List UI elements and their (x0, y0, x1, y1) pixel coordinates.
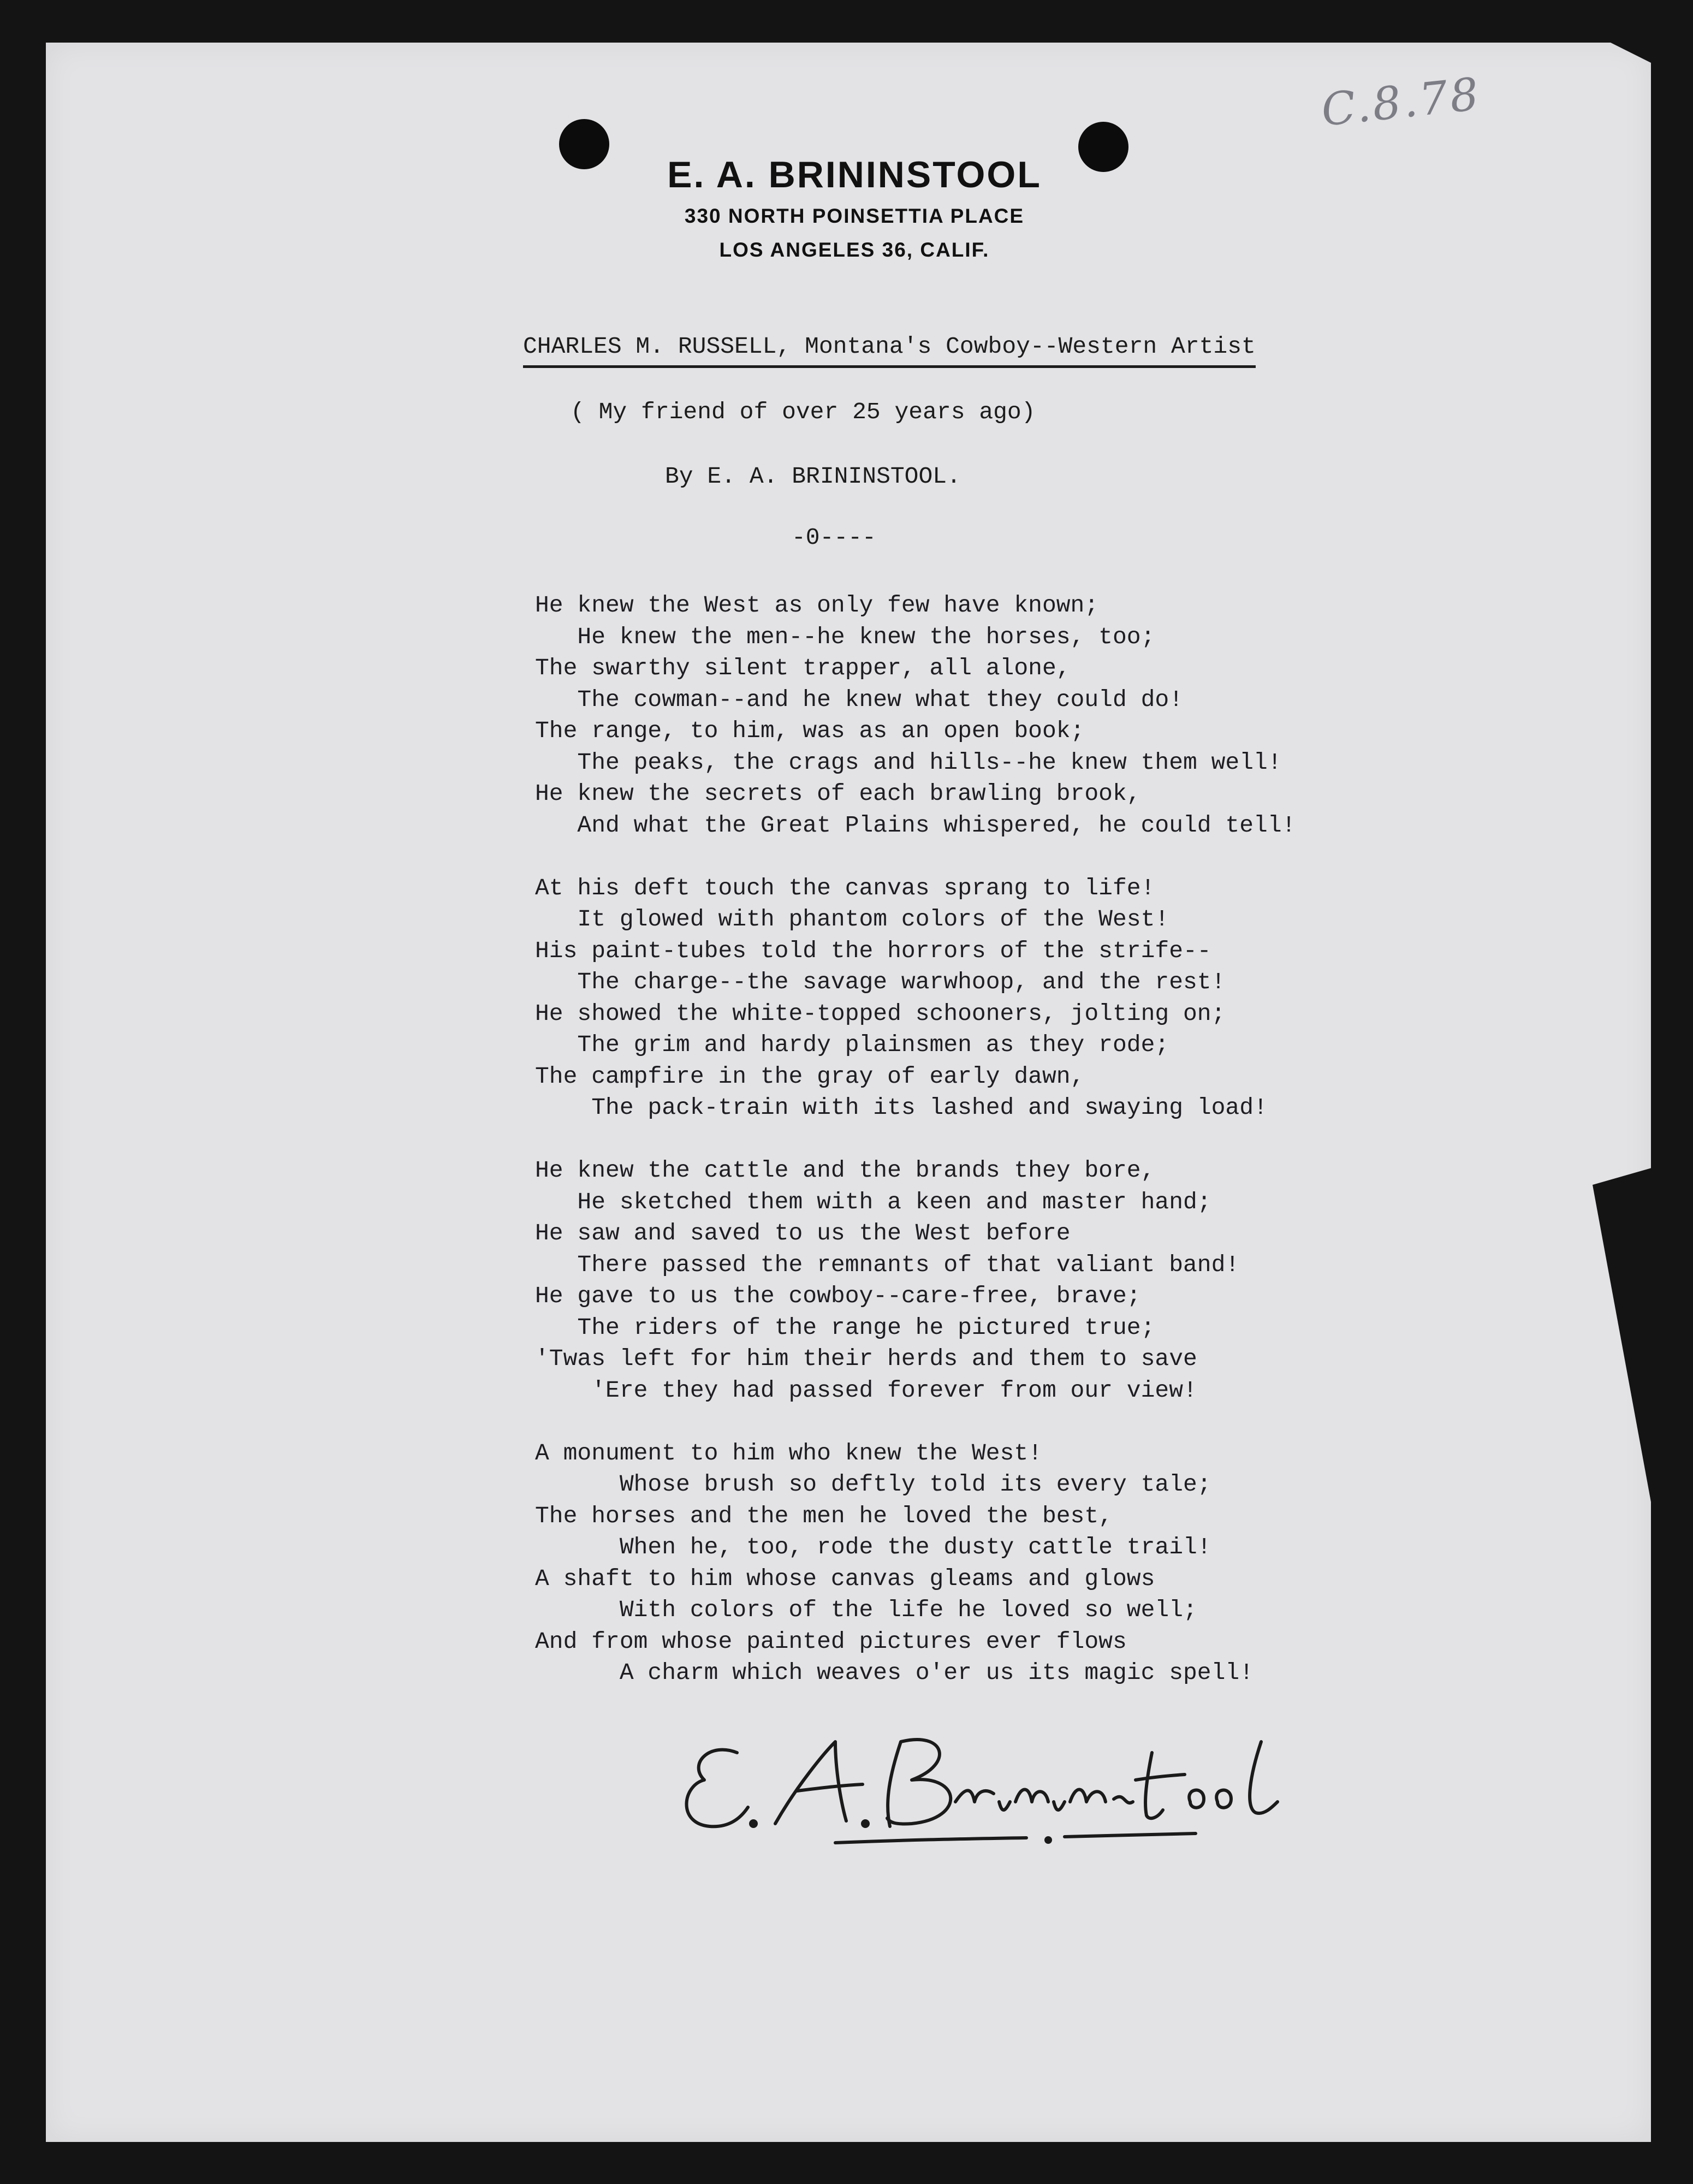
poem-line: The peaks, the crags and hills--he knew them well! (535, 749, 1282, 776)
poem-line: Whose brush so deftly told its every tale; (535, 1471, 1211, 1498)
poem-line: 'Twas left for him their herds and them to save (535, 1345, 1197, 1372)
letterhead-name: E. A. BRININSTOOL (667, 154, 1042, 195)
poem-line: The charge--the savage warwhoop, and the rest! (535, 969, 1226, 995)
poem-byline: By E. A. BRININSTOOL. (665, 463, 961, 490)
poem-line: He sketched them with a keen and master hand; (535, 1188, 1211, 1215)
poem-line: The swarthy silent trapper, all alone, (535, 655, 1071, 681)
poem-line: The horses and the men he loved the best, (535, 1502, 1113, 1529)
torn-edge (1593, 1163, 1669, 1600)
poem-line: A shaft to him whose canvas gleams and glows (535, 1565, 1155, 1592)
handwritten-signature (672, 1720, 1327, 1845)
poem-line: 'Ere they had passed forever from our view! (535, 1376, 1197, 1404)
poem-line: And what the Great Plains whispered, he could tell! (535, 811, 1296, 839)
poem-body (535, 590, 1296, 1720)
poem-line: And from whose painted pictures ever flows (535, 1628, 1127, 1655)
poem-line: At his deft touch the canvas sprang to life! (535, 874, 1155, 901)
poem-line: He showed the white-topped schooners, jolting on; (535, 1000, 1226, 1027)
poem-line: When he, too, rode the dusty cattle trail! (535, 1534, 1211, 1560)
stanza-1 (535, 590, 1296, 841)
poem-line: The cowman--and he knew what they could do! (535, 686, 1183, 713)
poem-line: A charm which weaves o'er us its magic spell! (535, 1659, 1254, 1686)
section-divider: -0---- (792, 524, 876, 551)
poem-line: With colors of the life he loved so well; (535, 1597, 1197, 1623)
poem-title: CHARLES M. RUSSELL, Montana's Cowboy--Western Artist (523, 333, 1256, 368)
poem-line: He gave to us the cowboy--care-free, brave; (535, 1283, 1141, 1309)
stanza-2 (535, 873, 1296, 1124)
stanza-4 (535, 1438, 1296, 1689)
poem-line: It glowed with phantom colors of the West! (535, 906, 1169, 933)
poem-line: He knew the West as only few have known; (535, 592, 1099, 619)
poem-line: He knew the men--he knew the horses, too; (535, 623, 1155, 650)
poem-line: He saw and saved to us the West before (535, 1220, 1071, 1247)
poem-line: A monument to him who knew the West! (535, 1439, 1042, 1467)
letterhead-address-line2: LOS ANGELES 36, CALIF. (719, 239, 990, 261)
poem-line: The grim and hardy plainsmen as they rode; (535, 1031, 1169, 1058)
poem-line: The riders of the range he pictured true; (535, 1314, 1155, 1341)
archive-mark: C.8.78 (1318, 68, 1483, 137)
poem-line: He knew the cattle and the brands they bore, (535, 1157, 1155, 1184)
poem-line: He knew the secrets of each brawling brook, (535, 780, 1141, 807)
poem-line: The range, to him, was as an open book; (535, 717, 1085, 744)
poem-line: His paint-tubes told the horrors of the strife-- (535, 937, 1211, 964)
poem-line: The campfire in the gray of early dawn, (535, 1063, 1085, 1090)
letterhead (573, 150, 1136, 267)
letterhead-address-line1: 330 NORTH POINSETTIA PLACE (684, 205, 1025, 227)
poem-line: The pack-train with its lashed and swaying load! (535, 1094, 1268, 1121)
poem-line: There passed the remnants of that valiant band! (535, 1251, 1240, 1278)
poem-subtitle: ( My friend of over 25 years ago) (571, 399, 1036, 425)
stanza-3 (535, 1155, 1296, 1406)
